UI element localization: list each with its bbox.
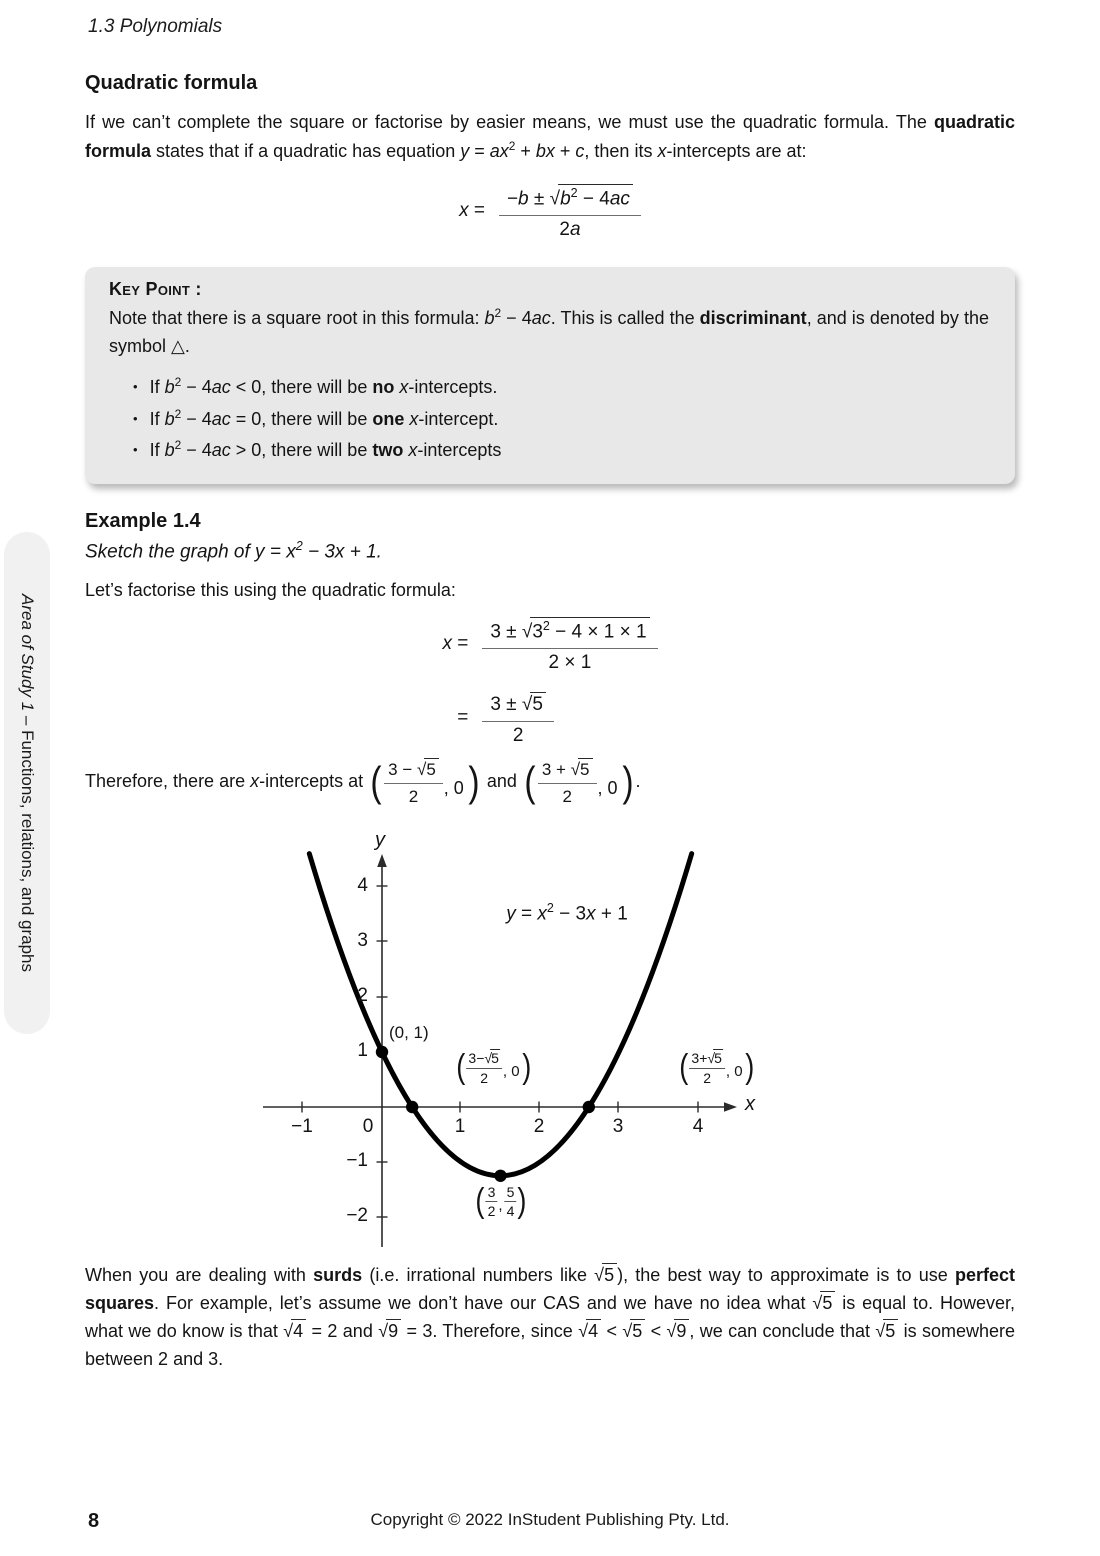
bullet-text: If $b^2 - 4ac < 0$, there will be no x-intercepts. — [149, 374, 498, 397]
point-right-x-intercept — [583, 1101, 595, 1113]
left-x-intercept-label: ( $\frac{3-√5}{2}$ , 0) — [456, 1048, 532, 1087]
bullet-text: If $b^2 - 4ac = 0$, there will be one x-intercept. — [149, 406, 499, 429]
example-working-display — [85, 615, 1015, 747]
section-title: Quadratic formula — [85, 72, 258, 94]
step1-numerator: $3 \pm √3^2 - 4 \times 1 \times 1$ — [482, 615, 657, 649]
running-header: 1.3 Polynomials — [88, 16, 223, 37]
formula-fraction — [499, 182, 641, 241]
x-tick-label: −1 — [291, 1116, 313, 1137]
sidebar-tab — [4, 532, 50, 1034]
parabola-graph — [255, 829, 815, 1262]
curve-equation-label: $y = x^2 - 3x + 1$ — [506, 901, 628, 925]
point-left-x-intercept — [406, 1101, 418, 1113]
y-tick-label: 2 — [357, 985, 368, 1006]
key-point-bullet — [133, 436, 989, 465]
point-vertex — [494, 1170, 506, 1182]
quadratic-formula-display — [85, 182, 1015, 241]
formula-numerator: $-b \pm √b^2 - 4ac$ — [499, 182, 641, 216]
step1-lhs: x = — [442, 633, 469, 655]
x-tick-label: 2 — [533, 1116, 545, 1137]
y-axis-label: y — [375, 829, 385, 851]
page-footer — [0, 1510, 1100, 1530]
key-point-box — [85, 267, 1015, 484]
bullet-dot-icon: • — [133, 410, 138, 426]
surds-paragraph: When you are dealing with surds (i.e. irrational numbers like √5 ), the best way to approximate is to use perfect squares. For example, let’s assume we don’t have our CAS and we have no idea what √5 is equal to. However, what we do know is that √4 = 2 and √9 = 3. Therefore, since √4 < √5 < √9 , we can conclude that √5 is somewhere between 2 and 3. — [85, 1265, 1016, 1369]
x-axis-label: x — [745, 1093, 755, 1115]
key-point-bullet — [133, 405, 989, 434]
bullet-dot-icon: • — [133, 378, 138, 394]
y-tick-label: 4 — [357, 875, 368, 896]
sidebar-topic-label: Functions, relations, and graphs — [18, 730, 37, 972]
x-tick-label: 1 — [454, 1116, 466, 1137]
sidebar-area-of-study-label: Area of Study 1 – — [18, 593, 37, 731]
example-problem: Sketch the graph of $y = x^2 - 3x + 1$. — [85, 539, 382, 563]
page-content — [85, 72, 1015, 1374]
point-y-intercept — [376, 1046, 388, 1058]
vertex-label: ( $\frac{3}{2}$ , $\frac{5}{4}$ ) — [475, 1182, 527, 1221]
x-tick-label: 3 — [612, 1116, 624, 1137]
formula-denominator: 2a — [559, 218, 581, 240]
example-title: Example 1.4 — [85, 510, 201, 533]
sidebar-vertical-text — [17, 594, 37, 972]
y-intercept-label: (0, 1) — [389, 1023, 429, 1042]
copyright-notice: Copyright © 2022 InStudent Publishing Pty. Ltd. — [370, 1510, 730, 1529]
x-tick-label: 4 — [692, 1116, 704, 1137]
step2-numerator: 3 ± √5 — [482, 690, 554, 722]
x-axis-arrow-icon — [724, 1102, 737, 1112]
bullet-dot-icon: • — [133, 442, 138, 458]
key-point-bullet-list — [133, 373, 989, 466]
y-tick-label: 1 — [357, 1040, 368, 1061]
step1-fraction — [482, 615, 657, 674]
key-point-label: Key Point : — [109, 278, 202, 299]
step2-lhs: = — [457, 707, 469, 729]
formula-lhs: x = — [459, 200, 485, 222]
step2-fraction — [482, 690, 554, 747]
intercepts-conclusion: Therefore, there are x-intercepts at ( $\frac{3 - √5}{2}$ , 0 ) and ( $\frac{3 + √5}{2}$ , 0 ) . — [85, 757, 641, 806]
key-point-bullet — [133, 373, 989, 402]
y-tick-label: −1 — [346, 1150, 368, 1171]
x-tick-label: 0 — [362, 1116, 374, 1137]
right-x-intercept-label: ( $\frac{3+√5}{2}$ , 0) — [679, 1048, 755, 1087]
bullet-text: If $b^2 - 4ac > 0$, there will be two x-intercepts — [149, 438, 502, 461]
page-number: 8 — [88, 1510, 100, 1532]
key-point-body: Note that there is a square root in this formula: $b^2 - 4ac$. This is called the discriminant, and is denoted by the symbol △. — [109, 305, 989, 356]
y-tick-label: 3 — [357, 930, 368, 951]
intro-paragraph: If we can’t complete the square or factorise by easier means, we must use the quadratic formula. The quadratic formula states that if a quadratic has equation $y = ax^2$ + bx + c, then its x-intercepts are at: — [85, 112, 1015, 161]
step1-denominator: 2 × 1 — [548, 651, 592, 673]
step2-denominator: 2 — [512, 724, 524, 746]
y-axis-arrow-icon — [377, 854, 387, 867]
example-lead: Let’s factorise this using the quadratic formula: — [85, 579, 456, 600]
y-tick-label: −2 — [346, 1205, 368, 1226]
